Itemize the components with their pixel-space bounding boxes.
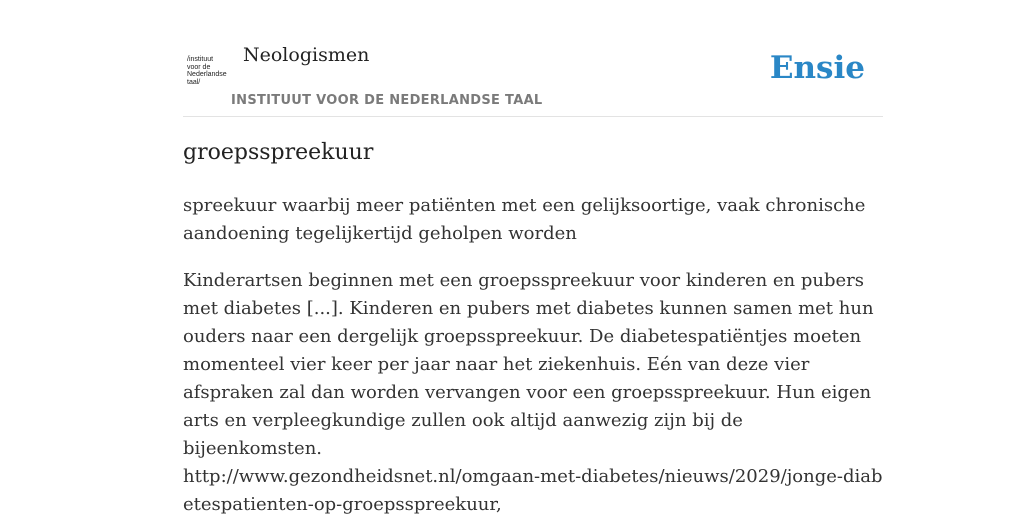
logo-line: voor de [187, 63, 211, 71]
page-header [183, 0, 883, 117]
example-source-link[interactable]: http://www.gezondheidsnet.nl/omgaan-met-diabetes/nieuws/2029/jonge-diabetespatienten-op-groepsspreekuur, [183, 466, 883, 515]
entry-example [183, 267, 883, 519]
page-content [183, 0, 883, 515]
entry-term: groepsspreekuur [183, 140, 374, 165]
ivdnt-logo[interactable] [187, 56, 229, 86]
logo-line: taal/ [187, 78, 201, 86]
source-title[interactable]: Neologismen [243, 44, 370, 66]
source-subtitle: INSTITUUT VOOR DE NEDERLANDSE TAAL [231, 93, 543, 108]
entry-definition: spreekuur waarbij meer patiënten met een gelijksoortige, vaak chronische aandoening tegelijkertijd geholpen worden [183, 195, 866, 244]
ensie-logo[interactable]: Ensie [769, 50, 865, 86]
logo-line: Nederlandse [187, 71, 227, 78]
example-text: Kinderartsen beginnen met een groepsspreekuur voor kinderen en pubers met diabetes [...]. Kinderen en pubers met diabetes kunnen samen met hun ouders naar een dergelijk groepsspreekuur. De diabetespatiëntjes moeten momenteel vier keer per jaar naar het ziekenhuis. Eén van deze vier afspraken zal dan worden vervangen voor een groepsspreekuur. Hun eigen arts en verpleegkundige zullen ook altijd aanwezig zijn bij de bijeenkomsten. [183, 270, 874, 459]
logo-line: /instituut [187, 56, 214, 63]
